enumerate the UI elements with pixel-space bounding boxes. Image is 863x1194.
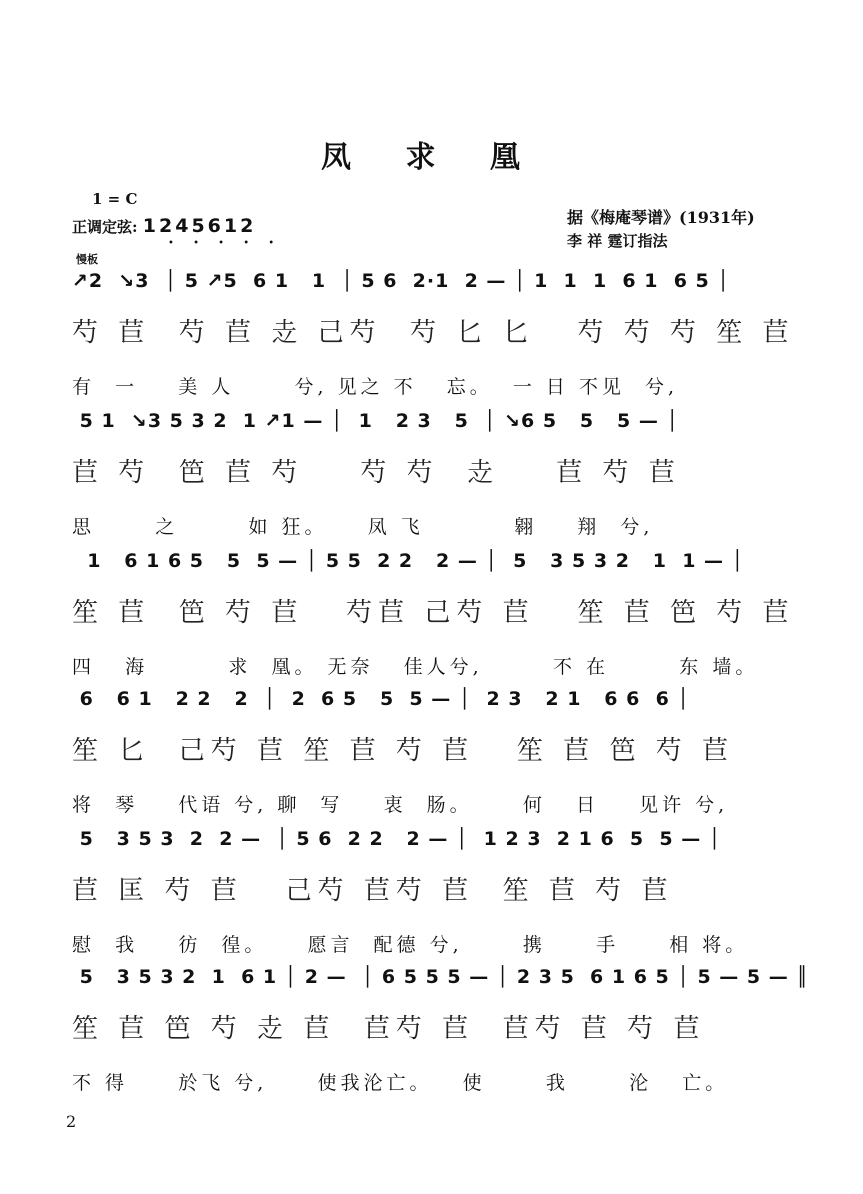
key-signature: 1 = C bbox=[92, 190, 138, 208]
score-system-4 bbox=[72, 688, 792, 838]
score-system-6 bbox=[72, 966, 809, 1116]
tempo-marking: 慢板 bbox=[76, 253, 98, 266]
guqin-tablature: 芍 苣 芍 苣 赱 己芍 芍 匕 匕 芍 芍 芍 笙 苣 bbox=[72, 318, 795, 348]
page-number: 2 bbox=[66, 1112, 77, 1131]
page-title: 凤 求 凰 bbox=[321, 140, 542, 175]
guqin-tablature: 笙 匕 己芍 苣 笙 苣 芍 苣 笙 苣 笆 芍 苣 bbox=[72, 736, 734, 766]
jianpu-notes: 5 3 5 3 2 2 — │ 5 6 2 2 2 — │ 1 2 3 2 1 6 5 5 — │ bbox=[72, 828, 722, 850]
score-system-3 bbox=[72, 550, 795, 700]
jianpu-notes: 6 6 1 2 2 2 │ 2 6 5 5 5 — │ 2 3 2 1 6 6 6 │ bbox=[72, 688, 690, 710]
score-system-5 bbox=[72, 828, 792, 978]
jianpu-notes: ↗2 ↘3 │ 5 ↗5 6 1 1 │ 5 6 2·1 2 — │ 1 1 1 6 1 6 5 │ bbox=[72, 270, 730, 292]
source-note: 据《梅庵琴谱》(1931年) bbox=[567, 208, 755, 227]
guqin-tablature: 笙 苣 笆 芍 苣 芍苣 己芍 苣 笙 苣 笆 芍 苣 bbox=[72, 598, 795, 628]
guqin-tablature: 苣 匡 芍 苣 己芍 苣芍 苣 笙 苣 芍 苣 bbox=[72, 876, 674, 906]
jianpu-notes: 1 6 1 6 5 5 5 — │ 5 5 2 2 2 — │ 5 3 5 3 2 1 1 — │ bbox=[72, 550, 745, 572]
tuning-label: 正调定弦: bbox=[72, 218, 138, 236]
lyrics-line: 四 海 求 凰。 无奈 佳人兮, 不 在 东 墙。 bbox=[72, 656, 759, 678]
guqin-tablature: 苣 芍 笆 苣 芍 芍 芍 赱 苣 芍 苣 bbox=[72, 458, 681, 488]
lyrics-line: 将 琴 代语 兮, 聊 写 衷 肠。 何 日 见许 兮, bbox=[72, 794, 729, 816]
lyrics-line: 思 之 如 狂。 凤 飞 翱 翔 兮, bbox=[72, 516, 654, 538]
tuning-line bbox=[72, 215, 256, 237]
lyrics-line: 慰 我 彷 徨。 愿言 配德 兮, 携 手 相 将。 bbox=[72, 934, 749, 956]
tuning-digits: 1245612 bbox=[142, 215, 257, 237]
score-system-1 bbox=[72, 270, 795, 420]
guqin-tablature: 笙 苣 笆 芍 赱 苣 苣芍 苣 苣芍 苣 芍 苣 bbox=[72, 1014, 706, 1044]
lyrics-line: 不 得 於飞 兮, 使我沦亡。 使 我 沦 亡。 bbox=[72, 1072, 729, 1094]
lyrics-line: 有 一 美 人 兮, 见之 不 忘。 一 日 不见 兮, bbox=[72, 376, 679, 398]
score-system-2 bbox=[72, 410, 792, 560]
jianpu-notes: 5 3 5 3 2 1 6 1 │ 2 — │ 6 5 5 5 — │ 2 3 5 6 1 6 5 │ 5 — 5 — ║ bbox=[72, 966, 809, 988]
tuning-dots: • • • • • bbox=[168, 238, 283, 249]
jianpu-notes: 5 1 ↘3 5 3 2 1 ↗1 — │ 1 2 3 5 │ ↘6 5 5 5 — │ bbox=[72, 410, 679, 432]
editor-credit: 李 祥 霆订指法 bbox=[567, 232, 668, 250]
